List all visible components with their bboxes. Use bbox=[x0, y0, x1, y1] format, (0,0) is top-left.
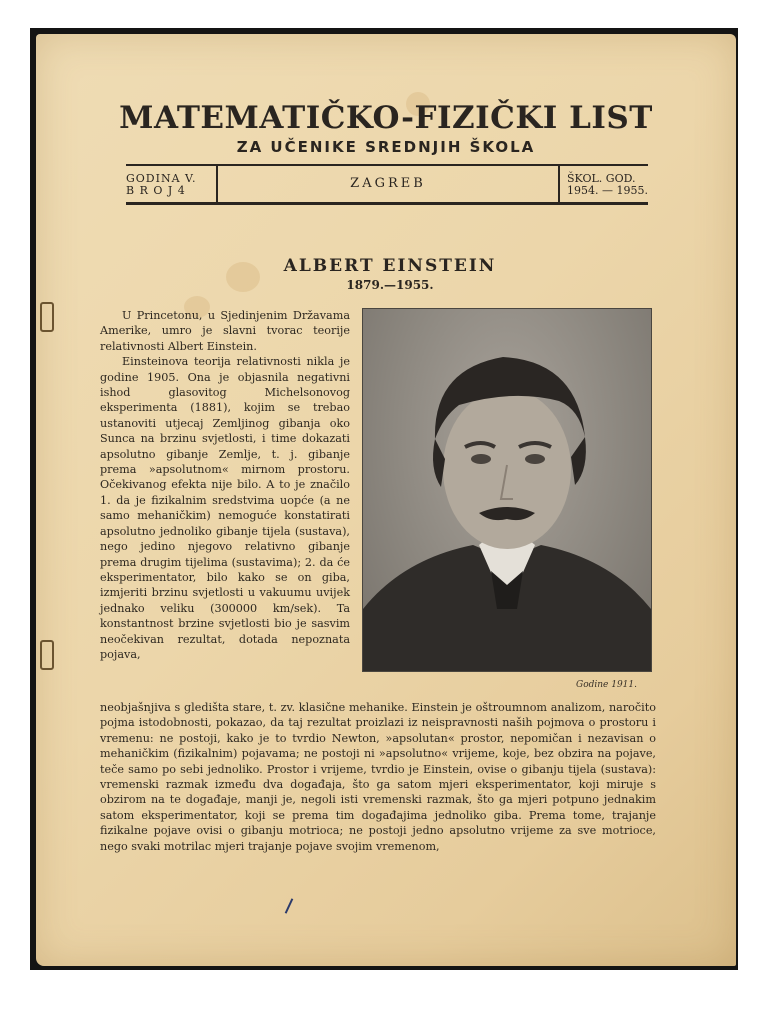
article-paragraph: Einsteinova teorija relativnosti nikla je godine 1905. Ona je objasnila negativni ishod glasovitog Michelsonovog eksperimenta (1881), kojim se trebao ustanoviti utjecaj Zemljinog gibanja oko Sunca na brzinu svjetlosti, i time dokazati apsolutno gibanje Zemlje, t. j. gibanje prema »apsolutnom« mirnom prostoru. Očekivanog efekta nije bilo. A to je značilo 1. da je fizikalnim sredstvima uopće (a ne samo mehaničkim) nemoguće konstatirati apsolutno jednoliko gibanje tijela (sustava), nego jedino njegovo relativno gibanje prema drugim tijelima (sustavima); 2. da će eksperimentator, bilo kako se on giba, izmjeriti brzinu svjetlosti u vakuumu uvijek jednako veliku (300000 km/sek). Ta konstantnost brzine svjetlosti bio je sasvim neočekivan rezultat, dotada nepoznata pojava, bbox=[100, 355, 350, 661]
school-year-value: 1954. — 1955. bbox=[567, 184, 648, 197]
issue-label: B R O J 4 bbox=[126, 184, 186, 197]
volume-label: GODINA V. bbox=[126, 172, 197, 185]
staple-mark bbox=[40, 302, 54, 332]
issue-info-bar bbox=[126, 164, 648, 205]
volume-issue bbox=[126, 173, 197, 197]
article-title: ALBERT EINSTEIN bbox=[283, 256, 497, 276]
article-paragraph-continued: neobjašnjiva s gledišta stare, t. zv. klasične mehanike. Einstein je oštroumnom analizom, naročito pojma istodobnosti, pokazao, da taj rezultat proizlazi iz neispravnosti naših pojmova o prostoru i vremenu: ne postoji, kako je to tvrdio Newton, »apsolutan« prostor, nepomičan i nezavisan o mehaničkim (fizikalnim) pojavama; ne postoji ni »apsolutno« vrijeme, koje, bez obzira na pojave, teče samo po sebi jednoliko. Prostor i vrijeme, tvrdio je Einstein, ovise o gibanju tijela (sustava): vremenski razmak između dva događaja, što ga satom mjeri eksperimentator, koji miruje s obzirom na te događaje, manji je, negoli isti vremenski razmak, što ga mjeri potpuno jednakim satom eksperimentator, koji se prema tim događajima jednoliko giba. Prema tome, trajanje fizikalne pojave ovisi o gibanju motrioca; ne postoji jedno apsolutno vrijeme za sve motrioce, nego svaki motrilac mjeri trajanje pojave svojim vremenom, bbox=[100, 701, 656, 853]
pen-mark bbox=[285, 898, 294, 913]
article-column-left bbox=[100, 308, 350, 662]
city-label: ZAGREB bbox=[350, 176, 426, 191]
article-full-width bbox=[100, 700, 656, 854]
article-paragraph: U Princetonu, u Sjedinjenim Državama Amerike, umro je slavni tvorac teorije relativnosti Albert Einstein. bbox=[100, 309, 350, 353]
staple-mark bbox=[40, 640, 54, 670]
school-year bbox=[567, 173, 648, 197]
masthead-subtitle: ZA UČENIKE SREDNJIH ŠKOLA bbox=[236, 138, 536, 156]
divider bbox=[558, 166, 560, 202]
photo-caption: Godine 1911. bbox=[576, 680, 637, 690]
masthead-title: MATEMATIČKO-FIZIČKI LIST bbox=[119, 100, 653, 136]
school-year-label: ŠKOL. GOD. bbox=[567, 172, 636, 185]
magazine-page bbox=[36, 34, 736, 966]
portrait-illustration bbox=[363, 309, 651, 671]
article-years: 1879.—1955. bbox=[346, 278, 434, 292]
einstein-portrait bbox=[362, 308, 652, 672]
